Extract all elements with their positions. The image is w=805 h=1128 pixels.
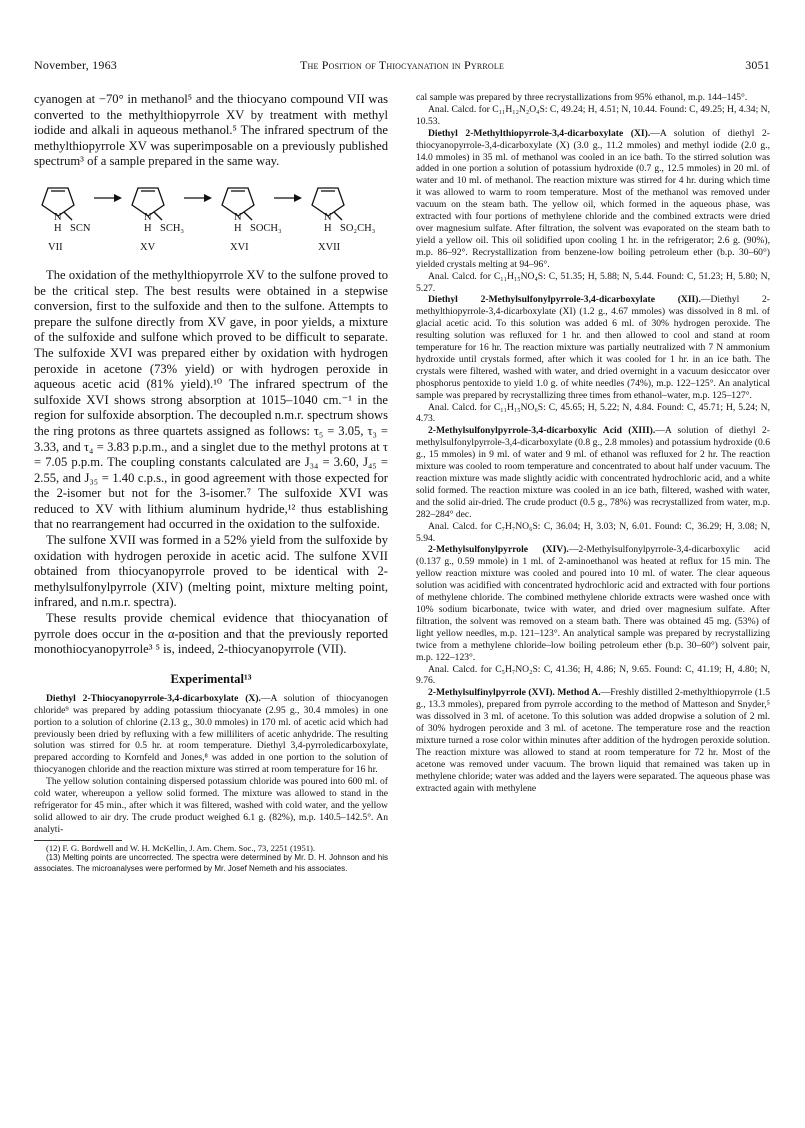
ring-nitrogen: N xyxy=(144,211,152,223)
header-date: November, 1963 xyxy=(34,58,117,72)
header-title: The Position of Thiocyanation in Pyrrole xyxy=(299,58,505,72)
substituent: SCN xyxy=(70,222,91,234)
ring-nitrogen: N xyxy=(324,211,332,223)
ring-hydrogen: H xyxy=(144,222,152,234)
footnote-rule xyxy=(34,840,122,841)
ring-nitrogen: N xyxy=(54,211,62,223)
analysis-line: Anal. Calcd. for C₁₁H₁₂N₂O₄S: C, 49.24; H, 4.51; N, 10.44. Found: C, 49.25; H, 4.34; N, 10.53. xyxy=(416,103,770,127)
substituent: SO₂CH₃ xyxy=(340,222,376,234)
paragraph-body: —Diethyl 2-methylthiopyrrole-3,4-dicarboxylate (XI) (1.2 g., 4.67 mmoles) was dissolved in 8 ml. of glacial acetic acid. To this solution was added 6 ml. of 30% hydrogen peroxide. The resulting solution was refluxed for 1 hr. and then allowed to cool and stand at room temperature for 16 hr. The reaction mixture was partially neutralized with 7 N ammonium hydroxide until crystals formed, after which it was cooled for 1 hr. in an ice bath. The crystals were filtered, washed with water, and dried overnight in a vacuum desiccator over phosphorus pentoxide to yield 1.0 g. of white needles (74%), m.p. 122–125°. An analytical sample was prepared by recrystallizing three times from ethanol–water, m.p. 125–127°. xyxy=(416,294,771,401)
footnote-13: (13) Melting points are uncorrected. The spectra were determined by Mr. D. H. Johnson and his associates. The microanalyses were performed by Mr. Josef Nemeth and his associates. xyxy=(34,853,388,873)
paragraph-body: —A solution of diethyl 2-thiocyanopyrrole-3,4-dicarboxylate (X) (3.0 g., 11.2 mmoles) and methyl iodide (2.0 g., 14.0 mmoles) in 35 ml. of methanol was cooled in an ice bath. To the stirred solution was added in one portion a solution of potassium hydroxide (0.7 g., 12.5 mmoles) in 20 ml. of water and 10 ml. of methanol. The reaction mixture was stirred for 4 hr. during which time it was allowed to warm to room temperature. Most of the methanol was removed under vacuum on the steam bath. The yellow oil, which formed in the aqueous phase, was extracted with four portions of methylene chloride and the combined extracts were dried over magnesium sulfate. After filtration, the solvent was evaporated on the steam bath to yield a yellow oil. This oil solidified upon cooling 1 hr. in the refrigerator; 2.6 g. (90%), m.p. 86–92°. Recrystallization from benzene-low boiling petroleum ether (b.p. 30–60°) yielded crystals melting at 94–96°. xyxy=(416,127,770,270)
compound-label: XVI xyxy=(230,241,249,253)
left-column xyxy=(34,92,388,874)
ring-nitrogen: N xyxy=(234,211,242,223)
experimental-paragraph xyxy=(416,128,770,271)
substituent: SOCH₃ xyxy=(250,222,282,234)
experimental-paragraph xyxy=(416,544,770,663)
reaction-scheme xyxy=(34,176,388,256)
paragraph-body: —A solution of thiocyanogen chloride⁹ was prepared by adding potassium thiocyanate (2.95 g., 30.4 mmoles) in one portion to a solution of chlorine (2.13 g., 30.0 mmoles) in 170 ml. of acetic acid which had previously been dried by refluxing with a few milliliters of acetic anhydride. The resulting solution was stirred for 0.5 hr. at room temperature. Diethyl 3,4-pyrroledicarboxylate, prepared according to Kornfeld and Jones,⁸ was added in one portion to the solution of thiocyanogen chloride and the reaction mixture was stirred at room temperature for 16 hr. xyxy=(34,692,388,776)
experimental-paragraph: cal sample was prepared by three recrystallizations from 95% ethanol, m.p. 144–145°. xyxy=(416,92,748,103)
experimental-paragraph xyxy=(34,693,388,776)
right-column xyxy=(416,92,770,794)
compound-label: XVII xyxy=(318,241,341,253)
analysis-line: Anal. Calcd. for C₁₁H₁₅NO₆S: C, 45.65; H, 5.22; N, 4.84. Found: C, 45.71; H, 5.24; N, 4.73. xyxy=(416,401,770,425)
section-heading-experimental: Experimental¹³ xyxy=(170,671,252,686)
analysis-line: Anal. Calcd. for C₁₁H₁₅NO₄S: C, 51.35; H, 5.88; N, 5.44. Found: C, 51.23; H, 5.80; N, 5.27. xyxy=(416,270,770,294)
compound-title: 2-Methylsulfinylpyrrole (XVI). Method A. xyxy=(428,687,601,699)
compound-title: 2-Methylsulfonylpyrrole (XIV). xyxy=(428,544,569,556)
experimental-paragraph xyxy=(416,294,770,401)
body-paragraph: The sulfone XVII was formed in a 52% yield from the sulfoxide by oxidation with hydrogen peroxide in acetic acid. The sulfone XVII obtained from thiocyanopyrrole proved to be identical with 2-methylsulfonylpyrrole (XIV) (melting point, mixture melting point, infrared, and n.m.r. spectra). xyxy=(34,533,388,610)
body-paragraph: The oxidation of the methylthiopyrrole XV to the sulfone proved to be the critical step. The best results were obtained in a stepwise conversion, first to the sulfoxide and then to the sulfone. Attempts to prepare the sulfone directly from XV gave, in poor yields, a mixture of the sulfoxide and sulfone which proved to be difficult to separate. The sulfoxide XVI was prepared either by oxidation with hydrogen peroxide in acetone (73% yield) or with hydrogen peroxide in aqueous acetic acid (81% yield).¹⁰ The infrared spectrum of the sulfoxide XVI shows strong absorption at 1015–1040 cm.⁻¹ in the region for sulfoxide absorption. The decoupled n.m.r. spectrum shows the ring protons as three quartets assigned as follows: τ₅ = 3.05, τ₃ = 3.33, and τ₄ = 3.83 p.p.m., and a singlet due to the methyl protons at τ = 7.05 p.p.m. The coupling constants calculated are J₃₄ = 3.60, J₄₅ = 2.55, and J₃₅ = 1.40 c.p.s., in good agreement with those expected for the 2-isomer but not for the 3-isomer.⁷ The sulfoxide XVI was reduced to XV with lithium aluminum hydride,¹² thus establishing that no rearrangement had occurred in the oxidation to the sulfoxide. xyxy=(34,267,388,532)
experimental-paragraph xyxy=(416,425,770,520)
footnote-12: (12) F. G. Bordwell and W. H. McKellin, J. Am. Chem. Soc., 73, 2251 (1951). xyxy=(46,842,316,853)
compound-label: XV xyxy=(140,241,156,253)
ring-hydrogen: H xyxy=(324,222,332,234)
body-paragraph: These results provide chemical evidence that thiocyanation of pyrrole does occur in the α-position and that the previously reported monothiocyanopyrrole³ ⁵ is, indeed, 2-thiocyanopyrrole (VII). xyxy=(34,611,388,657)
running-header xyxy=(34,58,770,74)
substituent: SCH₃ xyxy=(160,222,185,234)
compound-title: 2-Methylsulfonylpyrrole-3,4-dicarboxylic Acid (XIII). xyxy=(428,425,656,437)
paragraph-body: —Freshly distilled 2-methylthiopyrrole (1.5 g., 13.3 mmoles), prepared from pyrrole according to the method of Matteson and Snyder,⁵ was dissolved in 3 ml. of acetone. To this solution was added dropwise a solution of 2 ml. of 30% hydrogen peroxide and 3 ml. of acetone. The temperature rose and the reaction mixture turned a rose color within minutes after addition of the hydrogen peroxide solution. The reaction mixture was allowed to stand at room temperature for 72 hr. Most of the acetone was removed under vacuum. The brown liquid that remained was taken up in methylene chloride; water was added and the layers were separated. The aqueous phase was extracted again with methylene xyxy=(416,687,771,794)
reaction-arrow-2 xyxy=(184,194,212,202)
body-paragraph: cyanogen at −70° in methanol⁵ and the thiocyano compound VII was converted to the methylthiopyrrole XV by treatment with methyl iodide and alkali in aqueous methanol.⁵ The infrared spectrum of the methylthiopyrrole XV was superimposable on a previously published spectrum³ of a sample prepared in the same way. xyxy=(34,92,388,169)
compound-title: Diethyl 2-Methylthiopyrrole-3,4-dicarboxylate (XI). xyxy=(428,127,651,139)
ring-hydrogen: H xyxy=(234,222,242,234)
compound-label: VII xyxy=(48,241,63,253)
analysis-line: Anal. Calcd. for C₅H₇NO₂S: C, 41.36; H, 4.86; N, 9.65. Found: C, 41.19; H, 4.80; N, 9.76. xyxy=(416,663,770,687)
paragraph-body: —A solution of diethyl 2-methylsulfonylpyrrole-3,4-dicarboxylate (0.8 g., 2.8 mmoles) and potassium hydroxide (0.6 g., 15 mmoles) in 9 ml. of water and 9 ml. of ethanol was refluxed for 2 hr. The reaction mixture was cooled to room temperature and concentrated to about half under vacuum. The reaction mixture was made slightly acidic with concentrated hydrochloric acid, and a white solid formed. The reaction mixture was cooled in an ice bath, filtered, washed with water, and the solid air-dried. The crude product (0.5 g., 78%) was recrystallized from water, m.p. 282–284° dec. xyxy=(416,425,770,520)
ring-hydrogen: H xyxy=(54,222,62,234)
compound-title: Diethyl 2-Methylsulfonylpyrrole-3,4-dicarboxylate (XII). xyxy=(428,294,701,306)
experimental-paragraph xyxy=(416,687,770,794)
reaction-arrow-3 xyxy=(274,194,302,202)
paragraph-body: —2-Methylsulfonylpyrrole-3,4-dicarboxylic acid (0.137 g., 0.59 mmole) in 1 ml. of 2-aminoethanol was heated at reflux for 15 min. The yellow reaction mixture was cooled and poured into 10 ml. of water. The clear aqueous solution was acidified with concentrated hydrochloric acid and extracted with four portions of methylene chloride. The combined methylene chloride extracts were washed once with 10% sodium bicarbonate, twice with water, and dried over magnesium sulfate. After filtration, the solvent was removed on a steam bath. There was obtained 45 mg. (53%) of light yellow needles, m.p. 121–123°. An analytical sample was prepared by recrystallizing twice from a methylene chloride–low boiling petroleum ether (b.p. 30–60°) solvent pair, m.p. 122–123°. xyxy=(416,544,770,663)
page-number: 3051 xyxy=(745,58,770,72)
reaction-arrow-1 xyxy=(94,194,122,202)
compound-title: Diethyl 2-Thiocyanopyrrole-3,4-dicarboxylate (X). xyxy=(46,692,261,704)
experimental-paragraph: The yellow solution containing dispersed potassium chloride was poured into 600 ml. of cold water, whereupon a yellow solid formed. The mixture was allowed to stand in the refrigerator for 45 min., after which it was filtered, washed with cold water, and the yellow solid allowed to air dry. The crude product weighed 6.1 g. (82%), m.p. 140.5–142.5°. An analyti- xyxy=(34,776,388,835)
analysis-line: Anal. Calcd. for C₇H₇NO₆S: C, 36.04; H, 3.03; N, 6.01. Found: C, 36.29; H, 3.08; N, 5.94. xyxy=(416,520,770,544)
